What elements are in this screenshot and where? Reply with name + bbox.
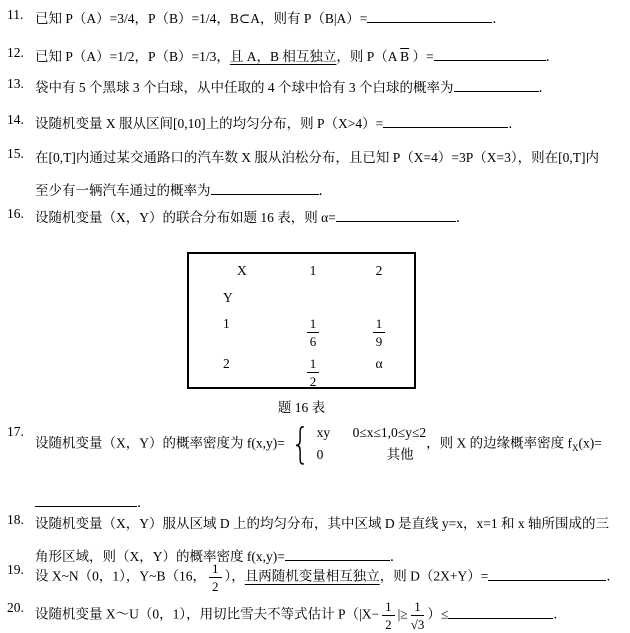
fraction-numerator: 1	[382, 600, 395, 616]
question-text: ）≤	[427, 606, 449, 622]
fraction-denominator: √3	[410, 617, 425, 632]
question-number: 11.	[7, 7, 24, 22]
question-13	[7, 76, 626, 96]
question-text: ，则 P（A	[336, 49, 401, 64]
fraction-numerator: 1	[373, 317, 386, 333]
fraction-numerator: 1	[307, 357, 320, 373]
question-text: 设随机变量 X 服从区间[0,10]上的均匀分布，则 P（X>4）=	[35, 116, 384, 131]
period: ．	[137, 494, 151, 510]
answer-blank	[488, 567, 606, 581]
question-number: 13.	[7, 76, 24, 91]
table-cell: α	[375, 356, 383, 371]
left-brace: {	[290, 419, 310, 469]
question-number: 20.	[7, 600, 24, 615]
question-text: 角形区域，则（X，Y）的概率密度 f(x,y)=	[35, 549, 285, 564]
period: ．	[455, 210, 470, 225]
question-number: 17.	[7, 424, 24, 439]
fraction	[209, 562, 222, 593]
case-value: xy	[316, 425, 331, 440]
fraction	[382, 600, 395, 631]
fraction-numerator: 1	[307, 317, 320, 333]
empty-cell	[349, 291, 409, 317]
joint-distribution-table	[187, 252, 416, 389]
table-cell	[277, 357, 349, 397]
answer-blank	[336, 208, 456, 222]
fraction-denominator: 6	[309, 334, 317, 349]
question-text: 袋中有 5 个黑球 3 个白球，从中任取的 4 个球中恰有 3 个白球的概率为	[35, 80, 454, 95]
question-text: 设随机变量（X，Y）的联合分布如题 16 表，则 α=	[35, 210, 336, 225]
table-cell	[349, 317, 409, 357]
question-12	[7, 45, 626, 65]
subscript: X	[571, 443, 579, 454]
fraction-denominator: 2	[385, 617, 392, 632]
table-caption: 题 16 表	[277, 400, 326, 415]
period: ．	[318, 183, 332, 198]
question-text: ，则 D（2X+Y）=	[379, 568, 489, 584]
period: ．	[389, 549, 404, 564]
answer-blank	[211, 181, 319, 195]
question-text: 至少有一辆汽车通过的概率为	[35, 183, 211, 198]
question-text: ），	[224, 568, 245, 584]
period: ．	[545, 49, 560, 64]
overline-B: $\overline{B}$	[400, 49, 410, 64]
question-text: 已知 P（A）=3/4，P（B）=1/4，B⊂A，则有 P（B|A）=	[35, 11, 368, 26]
answer-blank	[454, 78, 539, 92]
question-20	[7, 600, 626, 631]
emphasized-text: 且 A，B 相互独立	[229, 49, 337, 64]
table-col-header: 2	[375, 263, 383, 278]
question-14	[7, 112, 626, 132]
period: ．	[508, 116, 522, 131]
fraction-numerator: 1	[209, 562, 222, 578]
fraction-denominator: 9	[375, 334, 383, 349]
answer-blank	[285, 547, 390, 561]
question-18	[7, 512, 626, 565]
answer-blank	[383, 114, 508, 128]
question-number: 16.	[7, 206, 24, 221]
question-number: 19.	[7, 562, 24, 577]
table-col-header: 1	[309, 263, 317, 278]
question-text: ）=	[409, 49, 434, 64]
fraction-numerator: 1	[411, 600, 424, 616]
question-text: 设随机变量（X，Y）服从区域 D 上的均匀分布，其中区域 D 是直线 y=x，x=1 和 x 轴所围成的三	[35, 516, 609, 531]
question-text: 设随机变量（X，Y）的概率密度为 f(x,y)=	[35, 435, 285, 451]
question-number: 14.	[7, 112, 24, 127]
case-value: 0	[316, 446, 324, 462]
question-text: |≥	[397, 606, 408, 622]
fraction-denominator: 2	[309, 374, 317, 389]
period: ．	[553, 606, 567, 622]
fraction	[307, 317, 320, 348]
question-11	[7, 7, 626, 27]
empty-cell	[277, 291, 349, 317]
question-text: 在[0,T]内通过某交通路口的汽车数 X 服从泊松分布，且已知 P（X=4）=3P（X=3），则在[0,T]内	[35, 150, 599, 165]
table-header-x: X	[237, 263, 247, 278]
emphasized-text: 且两随机变量相互独立	[244, 568, 380, 584]
question-number: 18.	[7, 512, 24, 527]
answer-blank	[448, 605, 553, 619]
fraction	[307, 357, 320, 388]
answer-blank	[35, 493, 137, 507]
table-header-y: Y	[223, 290, 233, 305]
fraction	[373, 317, 386, 348]
period: ．	[538, 80, 552, 95]
question-15	[7, 146, 626, 199]
fraction-denominator: 2	[212, 579, 219, 594]
answer-blank	[434, 47, 546, 61]
question-text: 已知 P（A）=1/2，P（B）=1/3，	[35, 49, 230, 64]
question-16	[7, 206, 626, 226]
question-19	[7, 562, 626, 593]
question-number: 12.	[7, 45, 24, 60]
question-number: 15.	[7, 146, 24, 161]
case-condition: 其他	[386, 446, 414, 462]
question-text: 设 X~N（0，1），Y~B（16，	[35, 568, 206, 584]
period: ．	[492, 11, 506, 26]
piecewise-function	[287, 419, 427, 469]
question-17	[7, 419, 626, 511]
answer-blank	[367, 9, 492, 23]
case-condition: 0≤x≤1,0≤y≤2	[352, 425, 427, 440]
question-text: ，则 X 的边缘概率密度 f	[426, 435, 572, 451]
question-text: (x)=	[578, 435, 602, 451]
table-row-label: 2	[223, 356, 230, 371]
question-text: 设随机变量 X～U（0，1），用切比雪夫不等式估计 P（|X−	[35, 606, 380, 622]
fraction	[411, 600, 425, 631]
period: ．	[606, 568, 620, 584]
table-row-label: 1	[223, 316, 230, 331]
table-cell	[277, 317, 349, 357]
